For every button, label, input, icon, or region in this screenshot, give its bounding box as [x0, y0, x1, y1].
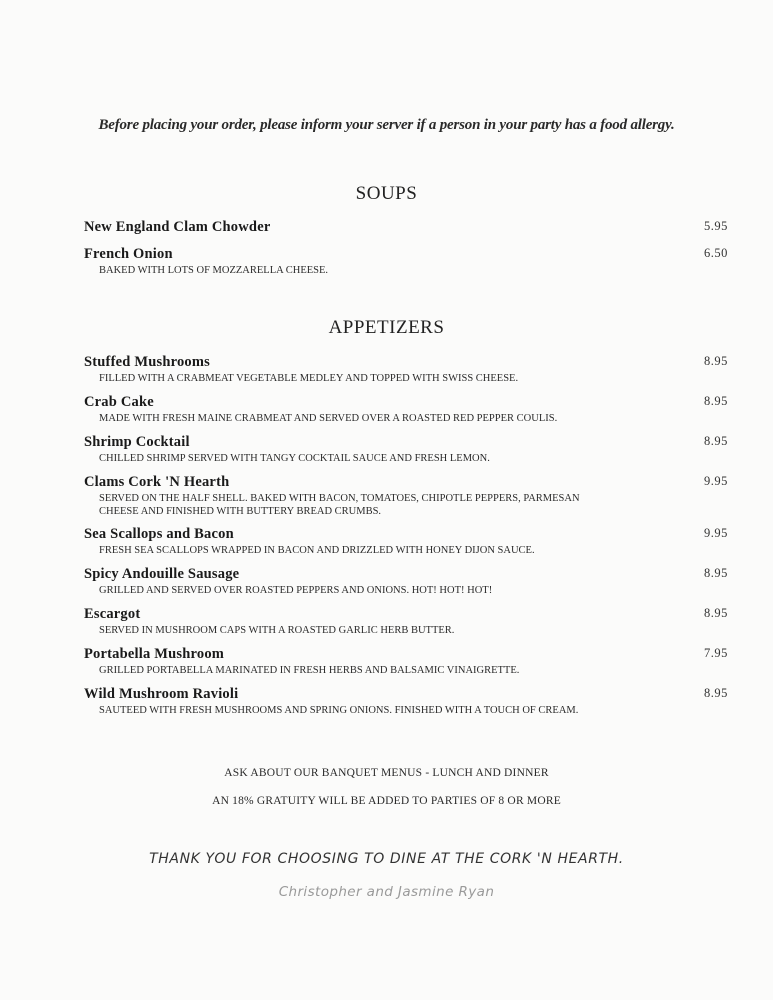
item-description: SERVED ON THE HALF SHELL. BAKED WITH BACON, TOMATOES, CHIPOTLE PEPPERS, PARMESAN CHEESE AND FINISHED WITH BUTTERY BREAD CRUMBS.	[99, 493, 580, 517]
item-name: New England Clam Chowder	[84, 219, 271, 235]
menu-item	[84, 526, 728, 557]
item-price: 9.95	[704, 474, 728, 488]
menu-item	[84, 219, 728, 236]
menu-item	[84, 246, 728, 277]
owners-signature: Christopher and Jasmine Ryan	[278, 884, 495, 900]
item-name: French Onion	[84, 246, 173, 262]
item-description: GRILLED AND SERVED OVER ROASTED PEPPERS AND ONIONS. HOT! HOT! HOT!	[99, 585, 493, 596]
item-price: 8.95	[704, 606, 728, 620]
item-name: Sea Scallops and Bacon	[84, 526, 234, 542]
item-name: Stuffed Mushrooms	[84, 354, 210, 370]
allergy-notice: Before placing your order, please inform your server if a person in your party has a food allergy.	[98, 117, 675, 133]
item-price: 8.95	[704, 434, 728, 448]
item-name: Portabella Mushroom	[84, 646, 225, 662]
item-description: FRESH SEA SCALLOPS WRAPPED IN BACON AND DRIZZLED WITH HONEY DIJON SAUCE.	[99, 545, 535, 556]
item-description: FILLED WITH A CRABMEAT VEGETABLE MEDLEY AND TOPPED WITH SWISS CHEESE.	[99, 373, 519, 384]
item-price: 8.95	[704, 394, 728, 408]
item-description: CHILLED SHRIMP SERVED WITH TANGY COCKTAIL SAUCE AND FRESH LEMON.	[99, 453, 490, 464]
menu-item	[84, 474, 728, 518]
menu-item	[84, 646, 728, 677]
item-price: 8.95	[704, 566, 728, 580]
appetizers-heading: APPETIZERS	[328, 317, 445, 338]
item-price: 5.95	[704, 219, 728, 233]
item-description: SAUTEED WITH FRESH MUSHROOMS AND SPRING ONIONS. FINISHED WITH A TOUCH OF CREAM.	[99, 705, 579, 716]
item-price: 8.95	[704, 686, 728, 700]
menu-item	[84, 606, 728, 637]
item-name: Crab Cake	[84, 394, 154, 410]
menu-item	[84, 686, 728, 717]
item-name: Shrimp Cocktail	[84, 434, 190, 450]
item-name: Spicy Andouille Sausage	[84, 566, 240, 582]
item-name: Clams Cork 'N Hearth	[84, 474, 230, 490]
item-price: 9.95	[704, 526, 728, 540]
item-price: 7.95	[704, 646, 728, 660]
thank-you-message: THANK YOU FOR CHOOSING TO DINE AT THE CORK 'N HEARTH.	[149, 851, 624, 867]
soups-heading: SOUPS	[355, 183, 418, 204]
menu-item	[84, 354, 728, 385]
menu-item	[84, 434, 728, 465]
item-price: 6.50	[704, 246, 728, 260]
gratuity-note: AN 18% GRATUITY WILL BE ADDED TO PARTIES OF 8 OR MORE	[212, 795, 561, 807]
menu-item	[84, 566, 728, 597]
menu-item	[84, 394, 728, 425]
banquet-note: ASK ABOUT OUR BANQUET MENUS - LUNCH AND DINNER	[224, 767, 549, 779]
item-name: Escargot	[84, 606, 141, 622]
item-name: Wild Mushroom Ravioli	[84, 686, 239, 702]
item-description: GRILLED PORTABELLA MARINATED IN FRESH HERBS AND BALSAMIC VINAIGRETTE.	[99, 665, 520, 676]
item-description: MADE WITH FRESH MAINE CRABMEAT AND SERVED OVER A ROASTED RED PEPPER COULIS.	[99, 413, 558, 424]
item-price: 8.95	[704, 354, 728, 368]
item-description: SERVED IN MUSHROOM CAPS WITH A ROASTED GARLIC HERB BUTTER.	[99, 625, 455, 636]
item-description: BAKED WITH LOTS OF MOZZARELLA CHEESE.	[99, 265, 329, 276]
